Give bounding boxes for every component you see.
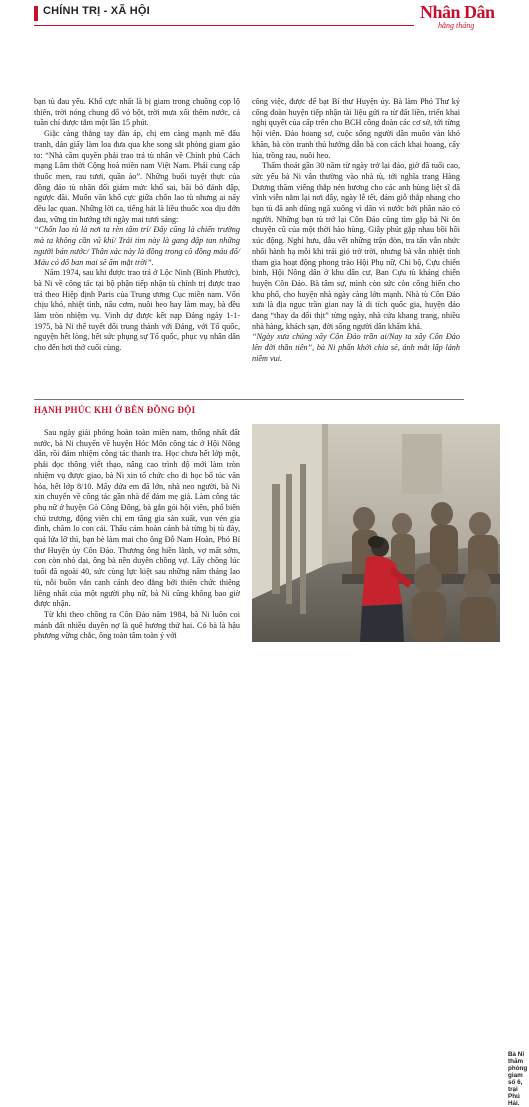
subheading: HẠNH PHÚC KHI Ở BÊN ĐỒNG ĐỘI [34, 405, 196, 415]
section-marker [34, 6, 38, 21]
article-column-left-top [34, 97, 240, 354]
photo-caption: Bà Ni thăm phòng giam số 6, trại Phú Hải. [508, 1051, 528, 1107]
article-column-right-top [252, 97, 460, 365]
article-photo [252, 424, 528, 1107]
paragraph: “Chốn lao tù là nơi ta rèn tâm trí/ Đây cũng là chiến trường mà ta không cần vũ khí/ Trải tim này là gang đập tan những người bán nước/ Thân xác này là đồng trong cõ đồng máu đổ/ Máu có đổ ban mai sẽ ấm mặt trời”. [34, 225, 240, 267]
page-header [0, 0, 500, 30]
paragraph: Thấm thoát gần 30 năm từ ngày trở lại đảo, giờ đã tuổi cao, sức yếu bà Ni vẫn thường vào nhà tù, tới nghĩa trang Hàng Dương thăm viếng thắp nén hương cho các anh hùng liệt sĩ đã vĩnh viễn nằm lại nơi đây, ngày lễ tết, đám giỗ thắp nhang cho bạn tù đã anh dũng ngã xuống vì dân vì nước bởi phần nào có người. Những bạn tù trở lại Côn Đảo cũng tìm gặp bà Ni ôn chuyện cũ của một thời hào hùng. Giây phút gặp nhau bồi hồi xúc động. Nghỉ hưu, dẫu vết những trận đòn, tra tấn vẫn nhức nhối hành hạ mỗi khi trái gió trở trời, nhưng bà vẫn nhiệt tình tham gia hoạt động phong trào Hội Phụ nữ, Chi bộ, Cựu chiến binh, Hội Nông dân ở khu dân cư, Ban Cựu tù kháng chiến huyện Côn Đảo. Bà tâm sự, mình còn sức còn cống hiến cho khu phố, cho huyện nhà ngày càng lớn mạnh. Nhà tù Côn Đảo xưa là địa ngục trần gian nay là di tích quốc gia, huyện đảo đang “thay da đổi thịt” từng ngày, nhà cửa khang trang, nhiều nhà hàng, khách sạn, đời sống người dân khấm khá. [252, 161, 460, 331]
paragraph: bạn tù đau yếu. Khổ cực nhất là bị giam trong chuồng cọp lộ thiên, trời nóng chung đổ vỏ bột, trời mưa xối thêm nước, cả tuần chỉ được tắm một lần 15 phút. [34, 97, 240, 128]
newspaper-logo [420, 2, 495, 34]
paragraph: Từ khi theo chồng ra Côn Đảo năm 1984, bà Ni luôn coi mảnh đất nhiều duyên nợ là quê hương thứ hai. Có bà là hậu phương vững chắc, ông toàn tâm toàn ý với [34, 609, 240, 641]
paragraph: Sau ngày giải phóng hoàn toàn miền nam, thống nhất đất nước, bà Ni chuyển về huyện Hóc Môn công tác ở Hội Nông dân, rồi đảm nhiệm công tác thanh tra. Học chưa hết lớp một, phải đọc thông viết thạo, nâng cao trình độ mới làm tròn nhiệm vụ được giao, bà Ni xin tổ chức cho đi học bổ túc văn hóa, hết lớp 8/10. Mấy đứa em đã lớn, nhà neo người, bà Ni xin chuyển về công tác gần nhà để đảm mẹ già. Làm công tác phụ nữ ở huyện Gò Công Đông, bà gắn gói hội viên, phổ biến chủ trương, động viên chị em tăng gia sản xuất, vun vén gia đình, chăm lo con cái. Thấu cảm hoàn cảnh bà từng bị tù đày, quá lứa lỡ thì, bạn bè làm mai cho ông Đỗ Nam Hoàn, Phó Bí thư Huyện ủy Côn Đảo. Thương ông hiền lành, vợ mất sớm, con còn nhỏ dại, ông bà nên duyên chồng vợ. Lấy chồng lúc tuổi đã ngoài 40, sức cùng lực kiệt sau những năm tháng lao tù, nỗi buồn vắn canh cánh đeo đẳng bởi thiên chức thiêng liêng nhất của một người phụ nữ, bà Ni cũng không bao giờ được nhận. [34, 428, 240, 609]
paragraph: “Ngày xưa chúng xây Côn Đảo trần ai/Nay ta xây Côn Đảo lên đời thần tiên”, bà Ni phấn khởi chia sẻ, ánh mắt lấp lánh niềm vui. [252, 332, 460, 363]
prison-visit-photo [252, 424, 500, 642]
header-rule [34, 25, 414, 26]
subheading-rule [34, 399, 464, 400]
paragraph: công việc, được để bạt Bí thư Huyện ủy. Bà làm Phó Thư ký công đoàn huyện tiếp nhận tài liệu gửi ra từ đất liền, triển khai nghị quyết của cấp trên cho BCH công đoàn các cơ sở, tới từng hội viên. Đảo hoang sơ, cuộc sống người dân muôn vàn khó khăn, bà còn tranh thủ hướng dẫn bà con cách khai hoang, cấy lúa, trồng rau, nuôi heo. [252, 97, 460, 160]
section-title: CHÍNH TRỊ - XÃ HỘI [43, 5, 150, 17]
paragraph: Năm 1974, sau khi được trao trả ở Lộc Ninh (Bình Phước), bà Ni về công tác tại bộ phận tiếp nhận tù chính trị được trao trả theo Hiệp định Paris của Trung ương Cục miền nam. Vốn chịu khó, nhiệt tình, nấu cơm, nuôi heo hay làm may, bà đều làm tròn nhiệm vụ. Vinh dự được kết nạp Đảng ngày 1-1-1975, bà Ni thể tuyết đối trung thành với Đảng, với Tổ quốc, nguyện hết lòng, hết sức phụng sự Tổ quốc, phục vụ nhân dân cho đến hơi thở cuối cùng. [34, 268, 240, 353]
paragraph: Giặc càng thẳng tay đàn áp, chị em càng mạnh mẽ đấu tranh, dán giấy làm loa đưa qua khe song sắt phòng giam gào to: “Nhà cầm quyền phải trao trả tù nhân về Chính phủ Cách mạng Lâm thời Cộng hoà miền nam Việt Nam. Phải cung cấp thuốc men, rau tươi, quần áo”. Những buổi tuyệt thực của đồng đảo tù nhân đối giảm mức khổ sai, bãi bỏ đánh đập, ngược đãi. Muốn văn khổ cực giữa chốn lao tù nhưng ai nấy đều lạc quan. Những lời ca, tiếng hát là liều thuốc xoa dịu đớn đau, vững tin hướng tới ngày mai tươi sáng: [34, 129, 240, 224]
logo-name: Nhân Dân [420, 2, 495, 22]
logo-tagline: hằng tháng [438, 21, 475, 30]
article-column-left-bottom [34, 428, 240, 642]
